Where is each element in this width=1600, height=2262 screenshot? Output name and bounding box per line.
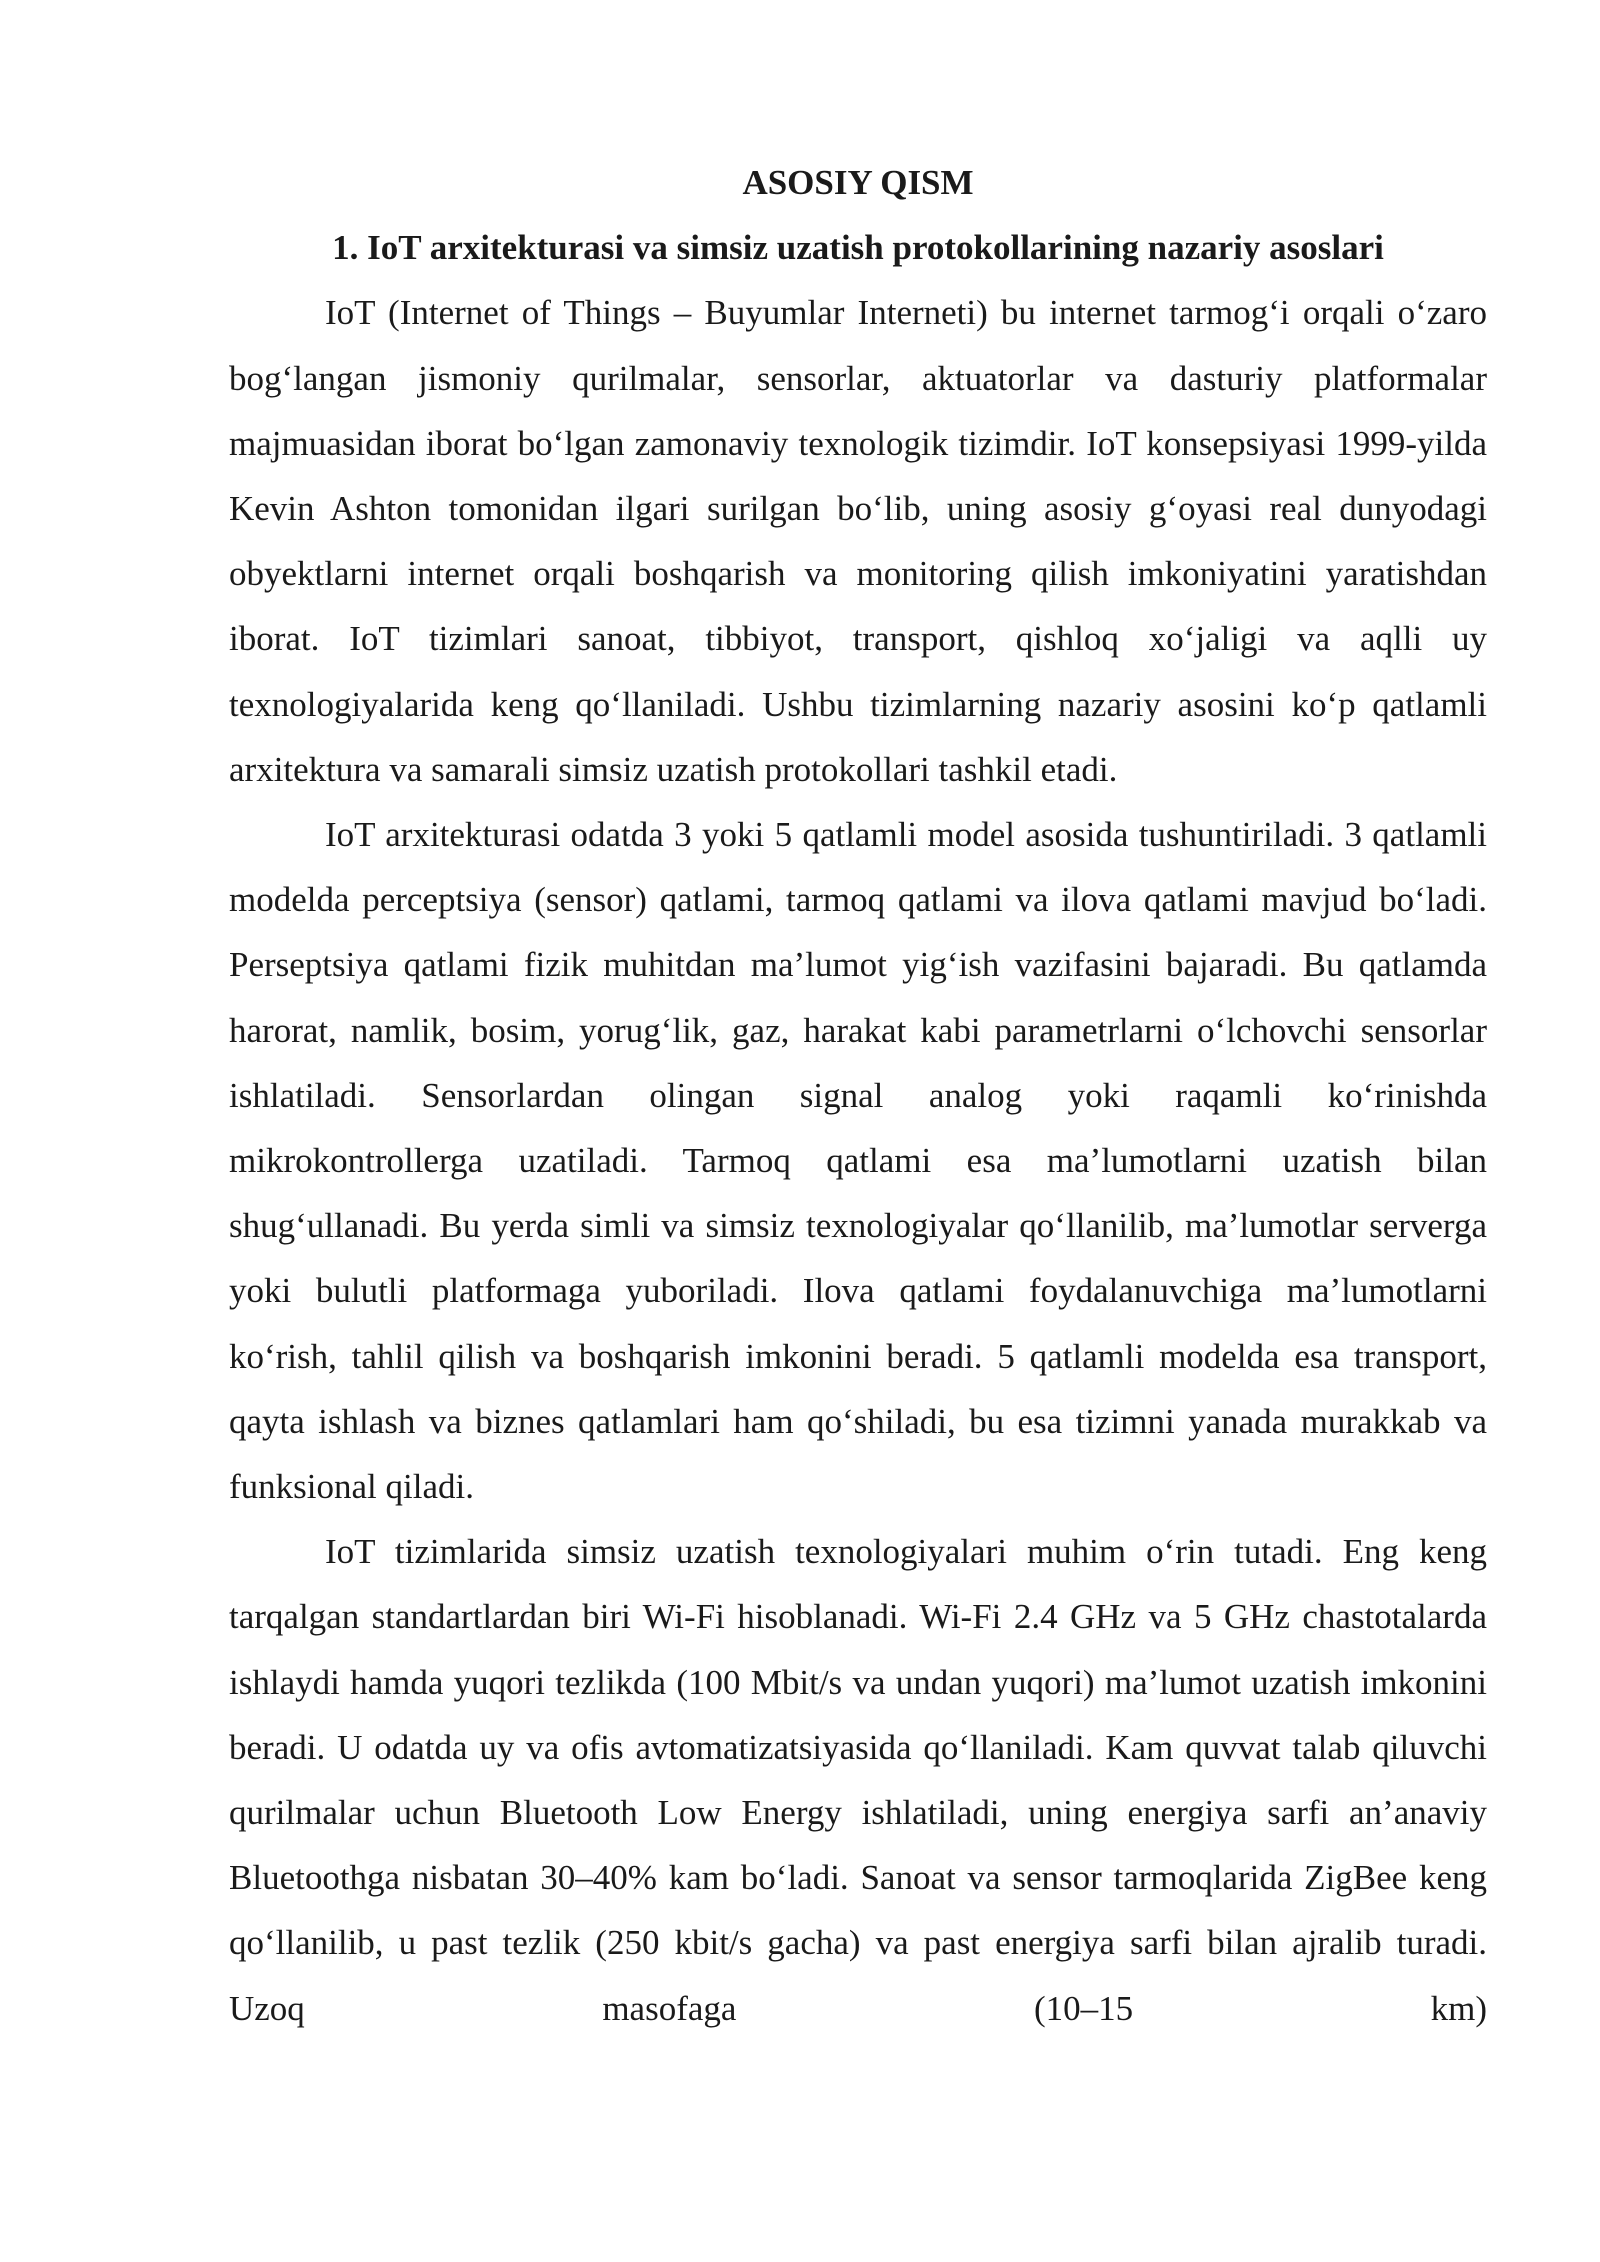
paragraph-iot-definition: IoT (Internet of Things – Buyumlar Interneti) bu internet tarmog‘i orqali o‘zaro bog‘langan jismoniy qurilmalar, sensorlar, aktuatorlar va dasturiy platformalar majmuasidan iborat bo‘lgan zamonaviy texnologik tizimdir. IoT konsepsiyasi 1999-yilda Kevin Ashton tomonidan ilgari surilgan bo‘lib, uning asosiy g‘oyasi real dunyodagi obyektlarni internet orqali boshqarish va monitoring qilish imkoniyatini yaratishdan iborat. IoT tizimlari sanoat, tibbiyot, transport, qishloq xo‘jaligi va aqlli uy texnologiyalarida keng qo‘llaniladi. Ushbu tizimlarning nazariy asosini ko‘p qatlamli arxitektura va samarali simsiz uzatish protokollari tashkil etadi. xyxy=(229,293,1487,789)
section-title: ASOSIY QISM xyxy=(742,163,974,202)
paragraph-wireless-protocols: IoT tizimlarida simsiz uzatish texnologiyalari muhim o‘rin tutadi. Eng keng tarqalgan standartlardan biri Wi-Fi hisoblanadi. Wi-Fi 2.4 GHz va 5 GHz chastotalarda ishlaydi hamda yuqori tezlikda (100 Mbit/s va undan yuqori) ma’lumot uzatish imkonini beradi. U odatda uy va ofis avtomatizatsiyasida qo‘llaniladi. Kam quvvat talab qiluvchi qurilmalar uchun Bluetooth Low Energy ishlatiladi, uning energiya sarfi an’anaviy Bluetoothga nisbatan 30–40% kam bo‘ladi. Sanoat va sensor tarmoqlarida ZigBee keng qo‘llanilib, u past tezlik (250 kbit/s gacha) va past energiya sarfi bilan ajralib turadi. Uzoq masofaga (10–15 km) xyxy=(229,1532,1487,2028)
subsection-title: 1. IoT arxitekturasi va simsiz uzatish protokollarining nazariy asoslari xyxy=(332,228,1384,268)
page-content xyxy=(229,150,1487,2041)
paragraph-iot-architecture: IoT arxitekturasi odatda 3 yoki 5 qatlamli model asosida tushuntiriladi. 3 qatlamli modelda perceptsiya (sensor) qatlami, tarmoq qatlami va ilova qatlami mavjud bo‘ladi. Perseptsiya qatlami fizik muhitdan ma’lumot yig‘ish vazifasini bajaradi. Bu qatlamda harorat, namlik, bosim, yorug‘lik, gaz, harakat kabi parametrlarni o‘lchovchi sensorlar ishlatiladi. Sensorlardan olingan signal analog yoki raqamli ko‘rinishda mikrokontrollerga uzatiladi. Tarmoq qatlami esa ma’lumotlarni uzatish bilan shug‘ullanadi. Bu yerda simli va simsiz texnologiyalar qo‘llanilib, ma’lumotlar serverga yoki bulutli platformaga yuboriladi. Ilova qatlami foydalanuvchiga ma’lumotlarni ko‘rish, tahlil qilish va boshqarish imkonini beradi. 5 qatlamli modelda esa transport, qayta ishlash va biznes qatlamlari ham qo‘shiladi, bu esa tizimni yanada murakkab va funksional qiladi. xyxy=(229,815,1487,1507)
